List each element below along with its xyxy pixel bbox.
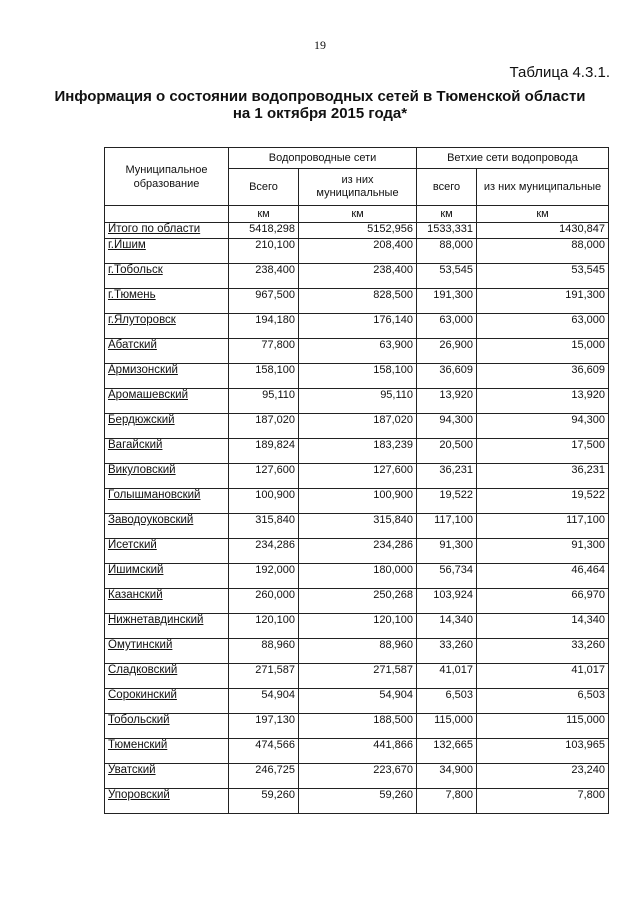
municipality-name: Уватский (105, 764, 229, 789)
value-cell: 53,545 (477, 264, 609, 289)
value-cell: 36,231 (417, 464, 477, 489)
value-cell: 20,500 (417, 439, 477, 464)
value-cell: 828,500 (299, 289, 417, 314)
table-row (105, 614, 609, 639)
table-row (105, 739, 609, 764)
table-row (105, 289, 609, 314)
municipality-name: Сладковский (105, 664, 229, 689)
municipality-name: г.Тюмень (105, 289, 229, 314)
value-cell: 33,260 (417, 639, 477, 664)
value-cell: 88,000 (417, 239, 477, 264)
municipality-name: Ишимский (105, 564, 229, 589)
value-cell: 192,000 (229, 564, 299, 589)
municipality-name: Исетский (105, 539, 229, 564)
municipality-name: Викуловский (105, 464, 229, 489)
value-cell: 19,522 (477, 489, 609, 514)
unit-cell: км (229, 206, 299, 223)
value-cell: 100,900 (299, 489, 417, 514)
value-cell: 88,960 (229, 639, 299, 664)
unit-cell: км (417, 206, 477, 223)
value-cell: 26,900 (417, 339, 477, 364)
value-cell: 95,110 (299, 389, 417, 414)
value-cell: 46,464 (477, 564, 609, 589)
table-row (105, 664, 609, 689)
table-row (105, 764, 609, 789)
municipality-name: Вагайский (105, 439, 229, 464)
value-cell: 56,734 (417, 564, 477, 589)
municipality-name: Нижнетавдинский (105, 614, 229, 639)
value-cell: 176,140 (299, 314, 417, 339)
total-row (105, 223, 609, 239)
value-cell: 94,300 (477, 414, 609, 439)
value-cell: 132,665 (417, 739, 477, 764)
table-row (105, 264, 609, 289)
table-row (105, 789, 609, 814)
value-cell: 234,286 (229, 539, 299, 564)
value-cell: 234,286 (299, 539, 417, 564)
table-row (105, 639, 609, 664)
value-cell: 246,725 (229, 764, 299, 789)
value-cell: 183,239 (299, 439, 417, 464)
header-old-networks: Ветхие сети водопровода (417, 148, 609, 169)
table-row (105, 314, 609, 339)
value-cell: 41,017 (477, 664, 609, 689)
value-cell: 191,300 (477, 289, 609, 314)
value-cell: 100,900 (229, 489, 299, 514)
value-cell: 33,260 (477, 639, 609, 664)
table-row (105, 239, 609, 264)
value-cell: 59,260 (299, 789, 417, 814)
value-cell: 250,268 (299, 589, 417, 614)
municipality-name: г.Ишим (105, 239, 229, 264)
table-row (105, 689, 609, 714)
value-cell: 115,000 (477, 714, 609, 739)
header-total: Всего (229, 169, 299, 206)
value-cell: 36,609 (477, 364, 609, 389)
table-label: Таблица 4.3.1. (509, 64, 610, 81)
water-network-table (104, 147, 609, 814)
value-cell: 13,920 (417, 389, 477, 414)
value-cell: 19,522 (417, 489, 477, 514)
value-cell: 7,800 (477, 789, 609, 814)
table-row (105, 589, 609, 614)
value-cell: 103,965 (477, 739, 609, 764)
header-water-networks: Водопроводные сети (229, 148, 417, 169)
municipality-name: Голышмановский (105, 489, 229, 514)
value-cell: 54,904 (229, 689, 299, 714)
municipality-name: Заводоуковский (105, 514, 229, 539)
value-cell: 967,500 (229, 289, 299, 314)
value-cell: 6,503 (417, 689, 477, 714)
municipality-name: Упоровский (105, 789, 229, 814)
municipality-name: г.Ялуторовск (105, 314, 229, 339)
value-cell: 14,340 (417, 614, 477, 639)
value-cell: 127,600 (229, 464, 299, 489)
value-cell: 59,260 (229, 789, 299, 814)
value-cell: 63,000 (477, 314, 609, 339)
total-value: 1430,847 (477, 223, 609, 239)
value-cell: 188,500 (299, 714, 417, 739)
value-cell: 63,900 (299, 339, 417, 364)
municipality-name: Омутинский (105, 639, 229, 664)
table-row (105, 539, 609, 564)
header-municipal: из них муниципальные (299, 169, 417, 206)
table-row (105, 364, 609, 389)
value-cell: 17,500 (477, 439, 609, 464)
value-cell: 77,800 (229, 339, 299, 364)
value-cell: 94,300 (417, 414, 477, 439)
value-cell: 53,545 (417, 264, 477, 289)
value-cell: 127,600 (299, 464, 417, 489)
header-municipality: Муниципальное образование (105, 148, 229, 206)
value-cell: 315,840 (229, 514, 299, 539)
value-cell: 36,609 (417, 364, 477, 389)
value-cell: 158,100 (299, 364, 417, 389)
value-cell: 189,824 (229, 439, 299, 464)
page-number: 19 (314, 38, 326, 52)
value-cell: 54,904 (299, 689, 417, 714)
value-cell: 117,100 (417, 514, 477, 539)
value-cell: 197,130 (229, 714, 299, 739)
unit-cell: км (299, 206, 417, 223)
table-row (105, 414, 609, 439)
value-cell: 441,866 (299, 739, 417, 764)
value-cell: 194,180 (229, 314, 299, 339)
value-cell: 223,670 (299, 764, 417, 789)
header-old-municipal: из них муниципальные (477, 169, 609, 206)
value-cell: 15,000 (477, 339, 609, 364)
municipality-name: Бердюжский (105, 414, 229, 439)
municipality-name: г.Тобольск (105, 264, 229, 289)
table-row (105, 339, 609, 364)
value-cell: 474,566 (229, 739, 299, 764)
value-cell: 238,400 (299, 264, 417, 289)
municipality-name: Абатский (105, 339, 229, 364)
value-cell: 6,503 (477, 689, 609, 714)
value-cell: 210,100 (229, 239, 299, 264)
value-cell: 88,000 (477, 239, 609, 264)
title-line-2: на 1 октября 2015 года* (232, 105, 408, 122)
table-row (105, 389, 609, 414)
table-row (105, 464, 609, 489)
table-row (105, 439, 609, 464)
municipality-name: Армизонский (105, 364, 229, 389)
municipality-name: Тобольский (105, 714, 229, 739)
value-cell: 34,900 (417, 764, 477, 789)
municipality-name: Аромашевский (105, 389, 229, 414)
table-row (105, 514, 609, 539)
value-cell: 66,970 (477, 589, 609, 614)
value-cell: 180,000 (299, 564, 417, 589)
value-cell: 23,240 (477, 764, 609, 789)
total-value: 5152,956 (299, 223, 417, 239)
value-cell: 208,400 (299, 239, 417, 264)
header-old-total: всего (417, 169, 477, 206)
value-cell: 14,340 (477, 614, 609, 639)
value-cell: 187,020 (229, 414, 299, 439)
table-row (105, 714, 609, 739)
unit-cell: км (477, 206, 609, 223)
value-cell: 158,100 (229, 364, 299, 389)
value-cell: 36,231 (477, 464, 609, 489)
value-cell: 103,924 (417, 589, 477, 614)
value-cell: 315,840 (299, 514, 417, 539)
value-cell: 120,100 (229, 614, 299, 639)
value-cell: 13,920 (477, 389, 609, 414)
total-value: 1533,331 (417, 223, 477, 239)
value-cell: 115,000 (417, 714, 477, 739)
value-cell: 120,100 (299, 614, 417, 639)
value-cell: 260,000 (229, 589, 299, 614)
total-value: 5418,298 (229, 223, 299, 239)
municipality-name: Казанский (105, 589, 229, 614)
unit-cell-empty (105, 206, 229, 223)
table-row (105, 564, 609, 589)
document-title (0, 88, 640, 122)
value-cell: 95,110 (229, 389, 299, 414)
value-cell: 7,800 (417, 789, 477, 814)
municipality-name: Тюменский (105, 739, 229, 764)
value-cell: 271,587 (299, 664, 417, 689)
value-cell: 191,300 (417, 289, 477, 314)
value-cell: 117,100 (477, 514, 609, 539)
value-cell: 88,960 (299, 639, 417, 664)
value-cell: 271,587 (229, 664, 299, 689)
value-cell: 91,300 (417, 539, 477, 564)
total-name: Итого по области (105, 223, 229, 239)
value-cell: 187,020 (299, 414, 417, 439)
value-cell: 41,017 (417, 664, 477, 689)
value-cell: 238,400 (229, 264, 299, 289)
title-line-1: Информация о состоянии водопроводных сетей в Тюменской области (54, 88, 586, 105)
municipality-name: Сорокинский (105, 689, 229, 714)
value-cell: 63,000 (417, 314, 477, 339)
value-cell: 91,300 (477, 539, 609, 564)
table-row (105, 489, 609, 514)
